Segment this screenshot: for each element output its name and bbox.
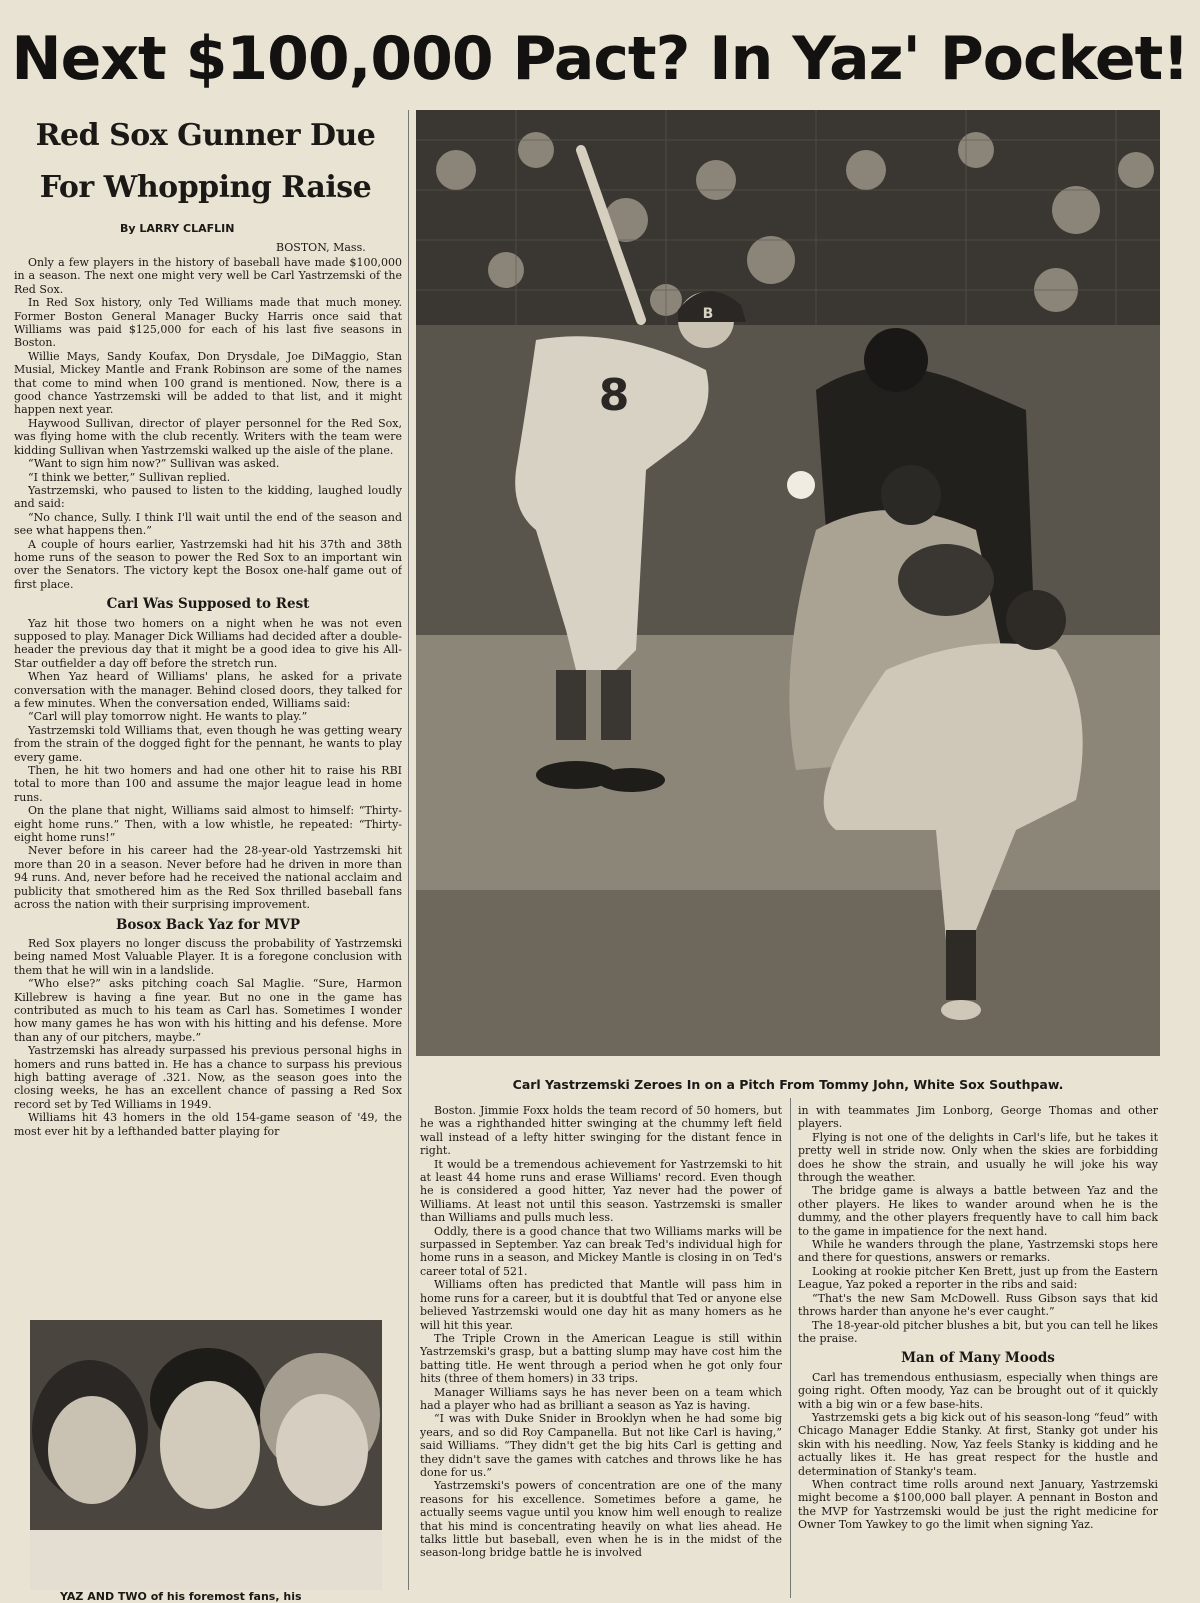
paragraph: Carl has tremendous enthusiasm, especially when things are going right. Often moody, Yaz can be brought out of it quickly with a big win or a few base-hits. [798, 1370, 1158, 1411]
paragraph: Williams hit 43 homers in the old 154-game season of '49, the most ever hit by a lefthanded batter playing for [14, 1111, 402, 1138]
paragraph: “I was with Duke Snider in Brooklyn when he had some big years, and so did Roy Campanella. But not like Carl is having,” said Williams. “They didn't get the big hits Carl is getting and they didn't save the games with catches and throws like he has done for us.” [420, 1412, 782, 1479]
column-rule [408, 110, 409, 1590]
fan-face [276, 1394, 368, 1506]
paragraph: Yastrzemski told Williams that, even though he was getting weary from the strain of the dogged fight for the pennant, he wants to play every game. [14, 723, 402, 764]
paragraph: Yastrzemski gets a big kick out of his season-long “feud” with Chicago Manager Eddie Stanky. At first, Stanky got under his skin with his needling. Now, Yaz feels Stanky is kidding and he actually likes it. He has great respect for the hustle and determination of Stanky's team. [798, 1410, 1158, 1478]
subhead-line-2: For Whopping Raise [39, 170, 372, 205]
paragraph: “I think we better,” Sullivan replied. [28, 470, 231, 484]
paragraph: Boston. Jimmie Foxx holds the team record of 50 homers, but he was a righthanded hitter swinging at the chummy left field wall instead of a lefty hitter swinging for the distant fence in right. [420, 1104, 782, 1158]
paragraph: “Who else?” asks pitching coach Sal Maglie. “Sure, Harmon Killebrew is having a fine year. But no one in the game has contributed as much to his team as Carl has. Sometimes I wonder how many games he has won with his hitting and his defense. More than any of our pitchers, maybe.” [14, 977, 402, 1044]
paragraph: Never before in his career had the 28-year-old Yastrzemski hit more than 20 in a season. Never before had he driven in more than 94 runs. And, never before had he received the national acclaim and publicity that smothered him as the Red Sox thrilled baseball fans across the nation with their surprising improvement. [14, 844, 402, 912]
paragraph: When contract time rolls around next January, Yastrzemski might become a $100,000 ball player. A pennant in Boston and the MVP for Yastrzemski would be just the right medicine for Owner Tom Yawkey to go the limit when signing Yaz. [798, 1477, 1158, 1532]
helmet-letter: B [702, 306, 714, 322]
shirts [30, 1530, 382, 1590]
byline: By LARRY CLAFLIN [120, 222, 235, 235]
paragraph: Flying is not one of the delights in Carl's life, but he takes it pretty well in stride now. Only when the skies are forbidding does he show the strain, and usually he will joke his way through the weather. [798, 1130, 1158, 1185]
paragraph: “That's the new Sam McDowell. Russ Gibson says that kid throws harder than anyone he's ever caught.” [798, 1291, 1158, 1319]
paragraph: “Want to sign him now?” Sullivan was asked. [28, 457, 280, 471]
subhead-line-1: Red Sox Gunner Due [35, 118, 376, 153]
paragraph: Red Sox players no longer discuss the probability of Yastrzemski being named Most Valuable Player. It is a foregone conclusion with them that he will win in a landslide. [14, 936, 402, 977]
paragraph: Oddly, there is a good chance that two Williams marks will be surpassed in September. Yaz can break Ted's individual high for home runs in a season, and Mickey Mantle is closing in on Ted's career total of 521. [420, 1224, 782, 1278]
batter-cleat [597, 768, 665, 792]
batter-sock [601, 670, 631, 740]
paragraph: The 18-year-old pitcher blushes a bit, but you can tell he likes the praise. [798, 1318, 1158, 1345]
article-column-2 [420, 1104, 782, 1596]
batter-sock [556, 670, 586, 740]
paragraph: The bridge game is always a battle between Yaz and the other players. He likes to wander around when he is the dummy, and the other players frequently have to call him back to the game in impatience for the next hand. [798, 1184, 1158, 1238]
paragraph: On the plane that night, Williams said almost to himself: “Thirty-eight home runs.” Then, with a low whistle, he repeated: “Thirty-eight home runs!” [14, 804, 402, 845]
pitcher-cleat [941, 1000, 981, 1020]
paragraph: Manager Williams says he has never been on a team which had a player who had as brilliant a season as Yaz is having. [420, 1385, 782, 1412]
paragraph: “Carl will play tomorrow night. He wants to play.” [28, 710, 308, 724]
paragraph: Only a few players in the history of baseball have made $100,000 in a season. The next one might very well be Carl Yastrzemski of the Red Sox. [14, 256, 402, 296]
main-photo-illustration [416, 110, 1160, 1056]
catcher-mitt [898, 544, 994, 616]
small-photo-caption: YAZ AND TWO of his foremost fans, his [60, 1590, 302, 1603]
baseball [787, 471, 815, 499]
paragraph: Williams often has predicted that Mantle will pass him in home runs for a career, but it is doubtful that Ted or anyone else believed Yastrzemski would one day hit as many homers as he will hit this year. [420, 1278, 782, 1332]
paragraph: in with teammates Jim Lonborg, George Thomas and other players. [798, 1104, 1158, 1131]
dateline: BOSTON, Mass. [276, 241, 366, 254]
paragraph: Yastrzemski's powers of concentration are one of the many reasons for his excellence. Sometimes before a game, he actually seems vague until you know him well enough to realize that his mind is concentrating heavily on what lies ahead. He talks little but baseball, even when he is in the midst of the season-long bridge battle he is involved [420, 1479, 782, 1560]
paragraph: Looking at rookie pitcher Ken Brett, just up from the Eastern League, Yaz poked a reporter in the ribs and said: [798, 1264, 1158, 1292]
main-photo-caption: Carl Yastrzemski Zeroes In on a Pitch From Tommy John, White Sox Southpaw. [512, 1077, 1064, 1092]
paragraph: Then, he hit two homers and had one other hit to raise his RBI total to more than 100 and assume the major league lead in home runs. [14, 764, 402, 804]
article-column-3 [798, 1104, 1158, 1596]
pitcher-cap [1006, 590, 1066, 650]
grass [416, 890, 1160, 1056]
paragraph: It would be a tremendous achievement for Yastrzemski to hit at least 44 home runs and erase Williams' record. Even though he is considered a good hitter, Yaz never had the power of Williams. At least not until this season. Yastrzemski is smaller than Williams and pulls much less. [420, 1157, 782, 1225]
section-heading: Carl Was Supposed to Rest [106, 596, 310, 613]
small-photo [30, 1320, 382, 1590]
paragraph: Willie Mays, Sandy Koufax, Don Drysdale, Joe DiMaggio, Stan Musial, Mickey Mantle and Frank Robinson are some of the names that come to mind when 100 grand is mentioned. Now, there is a good chance Yastrzemski will be added to that list, and it might happen next year. [14, 349, 402, 417]
paragraph: Yaz hit those two homers on a night when he was not even supposed to play. Manager Dick Williams had decided after a double-header the previous day that it might be a good idea to give his All-Star outfielder a day off before the stretch run. [14, 616, 402, 670]
paragraph: A couple of hours earlier, Yastrzemski had hit his 37th and 38th home runs of the season to power the Red Sox to an important win over the Senators. The victory kept the Bosox one-half game out of first place. [14, 537, 402, 591]
paragraph: Yastrzemski, who paused to listen to the kidding, laughed loudly and said: [14, 483, 402, 511]
paragraph: While he wanders through the plane, Yastrzemski stops here and there for questions, answers or remarks. [798, 1238, 1158, 1265]
paragraph: The Triple Crown in the American League is still within Yastrzemski's grasp, but a batting slump may have cost him the batting title. He went through a period when he got only four hits (three of them homers) in 33 trips. [420, 1331, 782, 1386]
pitcher-sock [946, 930, 976, 1000]
headline: Next $100,000 Pact? In Yaz' Pocket! [11, 24, 1189, 94]
article-column-1 [14, 256, 402, 1314]
column-rule [790, 1098, 791, 1598]
section-heading: Bosox Back Yaz for MVP [115, 916, 301, 933]
paragraph: Haywood Sullivan, director of player personnel for the Red Sox, was flying home with the club recently. Writers with the team were kidding Sullivan when Yastrzemski walked up the aisle of the plane. [14, 416, 402, 457]
fan-face [48, 1396, 136, 1504]
paragraph: “No chance, Sully. I think I'll wait until the end of the season and see what happens then.” [14, 510, 402, 538]
yaz-face [160, 1381, 260, 1509]
paragraph: Yastrzemski has already surpassed his previous personal highs in homers and runs batted in. He has a chance to surpass his previous high batting average of .321. Now, as the season goes into the closing weeks, he has an excellent chance of passing a Red Sox record set by Ted Williams in 1949. [14, 1044, 402, 1111]
paragraph: When Yaz heard of Williams' plans, he asked for a private conversation with the manager. Behind closed doors, they talked for a few minutes. When the conversation ended, Williams said: [14, 670, 402, 710]
catcher-mask [881, 465, 941, 525]
paragraph: In Red Sox history, only Ted Williams made that much money. Former Boston General Manager Bucky Harris once said that Williams was paid $125,000 for each of his last five seasons in Boston. [14, 296, 402, 350]
main-photo [416, 110, 1160, 1056]
section-heading: Man of Many Moods [901, 1350, 1055, 1367]
uniform-number: 8 [598, 370, 630, 421]
umpire-mask [864, 328, 928, 392]
small-photo-illustration [30, 1320, 382, 1590]
